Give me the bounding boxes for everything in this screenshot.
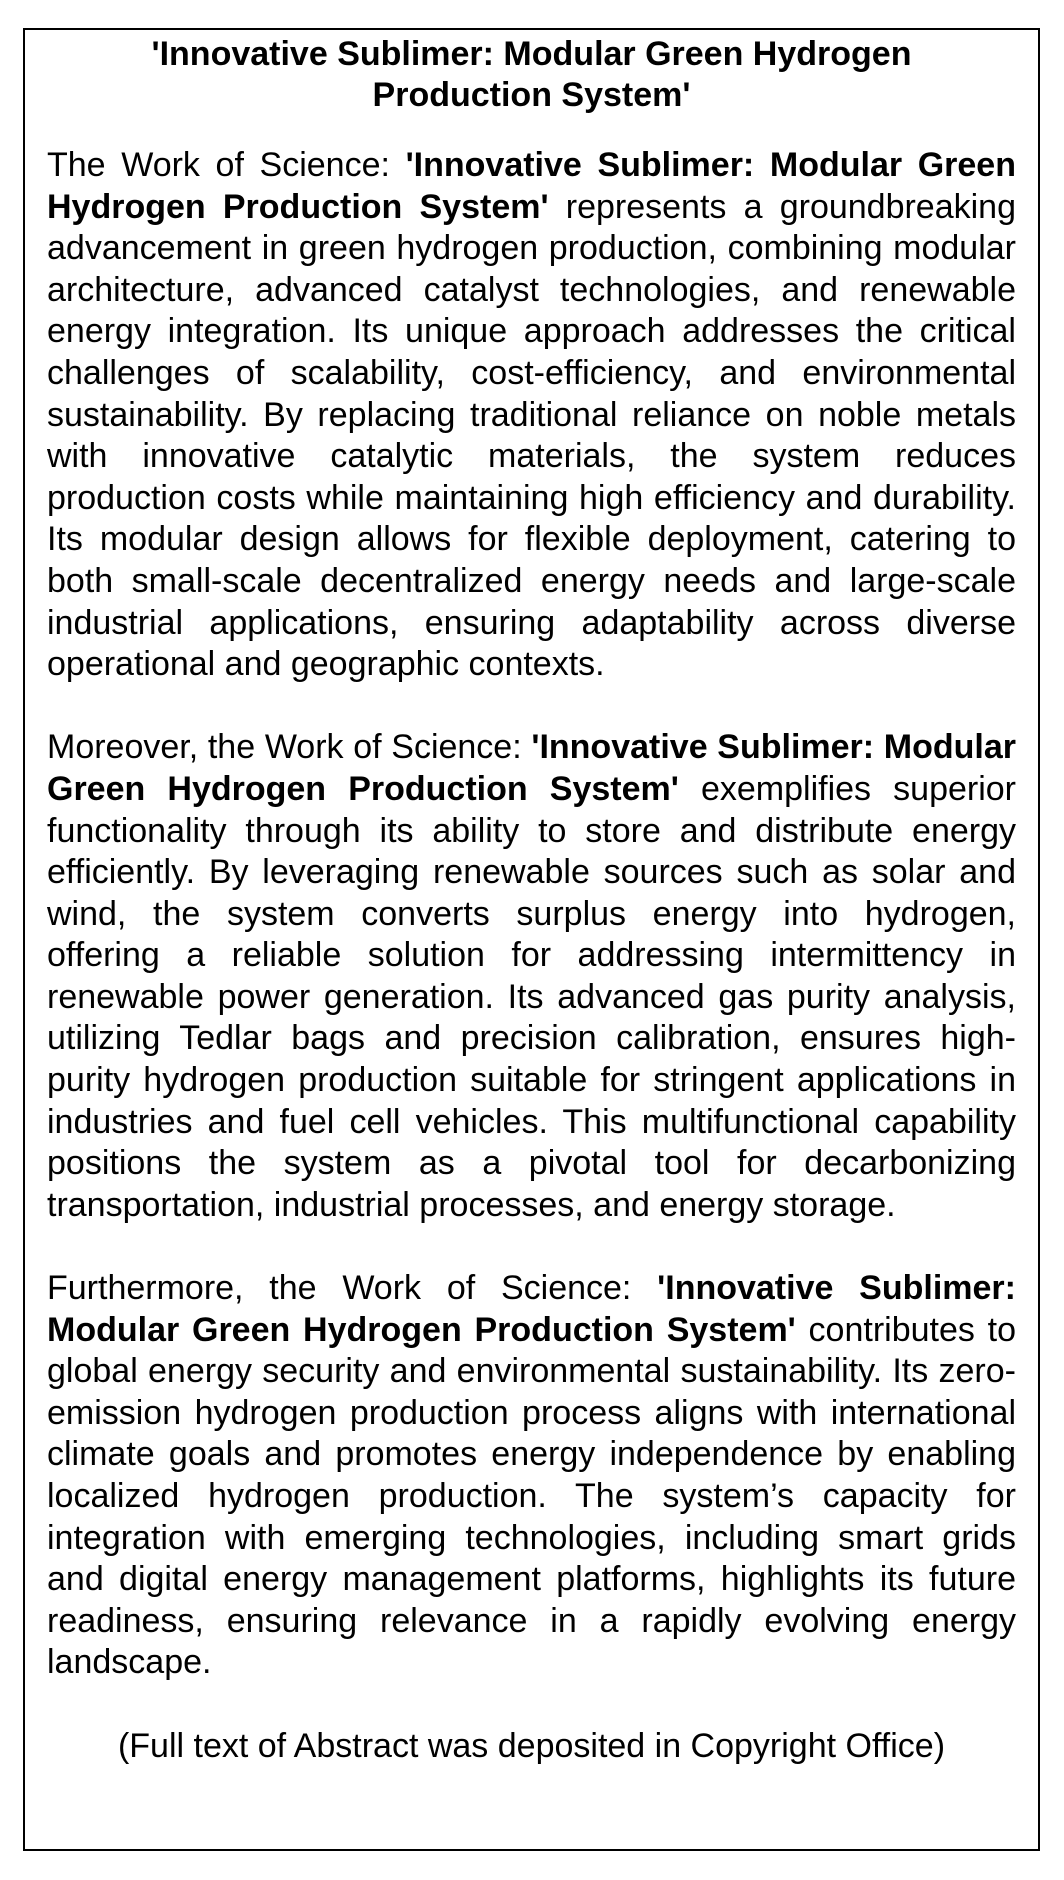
paragraph-body: represents a groundbreaking advancement in green hydrogen production, combining modular architecture, advanced catalyst technologies, and renewable energy integration. Its unique approach addresses the critical challenges of scalability, cost-efficiency, and environmental sustainability. By replacing traditional reliance on noble metals with innovative catalytic materials, the system reduces production costs while maintaining high efficiency and durability. Its modular design allows for flexible deployment, catering to both small-scale decentralized energy needs and large-scale industrial applications, ensuring adaptability across diverse operational and geographic contexts. [47, 187, 1016, 684]
paragraph-lead: Moreover, the Work of Science: [47, 728, 532, 767]
paragraph-bold-title: 'Innovative Sublimer: Modular Green Hydrogen Production System' [47, 1269, 1016, 1349]
paragraph-bold-title: 'Innovative Sublimer: Modular Green Hydrogen Production System' [47, 146, 1016, 226]
abstract-frame [23, 28, 1040, 1851]
paragraph-1 [47, 145, 1016, 686]
paragraph-lead: Furthermore, the Work of Science: [47, 1269, 658, 1308]
paragraph-2 [47, 727, 1016, 1226]
paragraph-lead: The Work of Science: [47, 146, 406, 184]
paragraph-bold-title: 'Innovative Sublimer: Modular Green Hydrogen Production System' [47, 728, 1016, 808]
paragraph-3 [47, 1268, 1016, 1684]
deposit-note: (Full text of Abstract was deposited in Copyright Office) [117, 1726, 946, 1765]
paragraph-body: exemplifies superior functionality through its ability to store and distribute energy efficiently. By leveraging renewable sources such as solar and wind, the system converts surplus energy into hydrogen, offering a reliable solution for addressing intermittency in renewable power generation. Its advanced gas purity analysis, utilizing Tedlar bags and precision calibration, ensures high-purity hydrogen production suitable for stringent applications in industries and fuel cell vehicles. This multifunctional capability positions the system as a pivotal tool for decarbonizing transportation, industrial processes, and energy storage. [47, 769, 1016, 1224]
document-title: 'Innovative Sublimer: Modular Green Hydrogen Production System' [151, 35, 912, 114]
paragraph-body: contributes to global energy security and environmental sustainability. Its zero-emission hydrogen production process aligns with international climate goals and promotes energy independence by enabling localized hydrogen production. The system’s capacity for integration with emerging technologies, including smart grids and digital energy management platforms, highlights its future readiness, ensuring relevance in a rapidly evolving energy landscape. [47, 1310, 1016, 1682]
